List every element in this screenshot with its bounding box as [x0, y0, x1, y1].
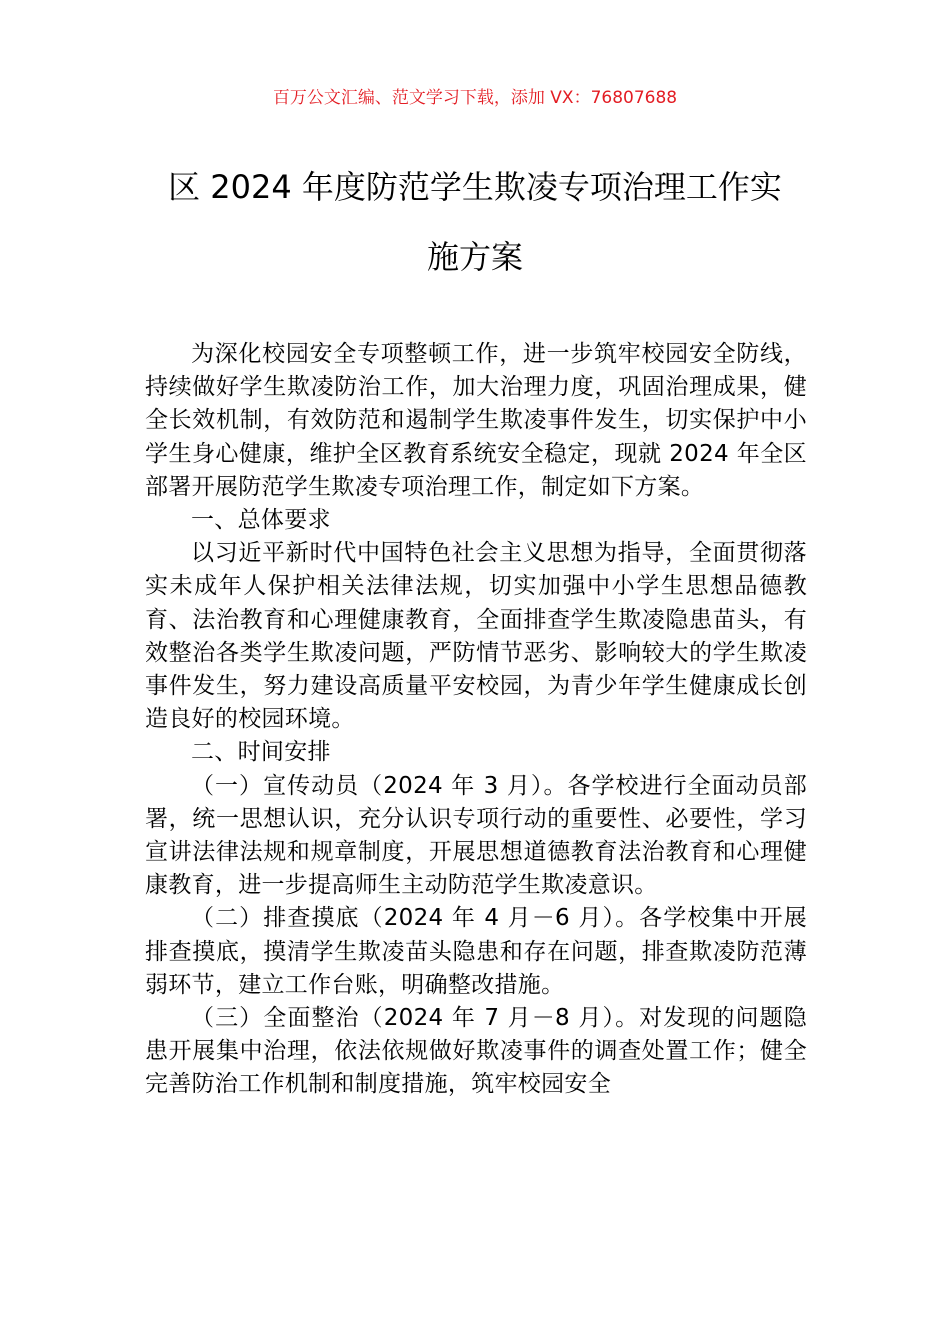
- title-line-2: 施方案: [426, 238, 523, 276]
- paragraph-schedule-rectification: （三）全面整治（2024 年 7 月－8 月）。对发现的问题隐患开展集中治理，依法依规做好欺凌事件的调查处置工作；健全完善防治工作机制和制度措施，筑牢校园安全: [145, 1005, 807, 1098]
- watermark-header: 百万公文汇编、范文学习下载，添加 VX：76807688: [272, 88, 678, 108]
- title-line-1: 区 2024 年度防范学生欺凌专项治理工作实: [168, 168, 782, 206]
- paragraph-schedule-mobilization: （一）宣传动员（2024 年 3 月）。各学校进行全面动员部署，统一思想认识，充分认识专项行动的重要性、必要性，学习宣讲法律法规和规章制度，开展思想道德教育法治教育和心理健康教育，进一步提高师生主动防范学生欺凌意识。: [145, 772, 807, 899]
- paragraph-schedule-investigation: （二）排查摸底（2024 年 4 月－6 月）。各学校集中开展排查摸底，摸清学生欺凌苗头隐患和存在问题，排查欺凌防范薄弱环节，建立工作台账，明确整改措施。: [145, 905, 807, 998]
- document-title: [100, 152, 850, 292]
- document-body: [145, 338, 807, 1102]
- section-heading-overall-requirements: 一、总体要求: [191, 507, 331, 534]
- paragraph-intro: 为深化校园安全专项整顿工作，进一步筑牢校园安全防线，持续做好学生欺凌防治工作，加大治理力度，巩固治理成果，健全长效机制，有效防范和遏制学生欺凌事件发生，切实保护中小学生身心健康，维护全区教育系统安全稳定，现就 2024 年全区部署开展防范学生欺凌专项治理工作，制定如下方案。: [145, 341, 807, 500]
- section-heading-schedule: 二、时间安排: [191, 739, 331, 766]
- paragraph-overall-requirements: 以习近平新时代中国特色社会主义思想为指导，全面贯彻落实未成年人保护相关法律法规，切实加强中小学生思想品德教育、法治教育和心理健康教育，全面排查学生欺凌隐患苗头，有效整治各类学生欺凌问题，严防情节恶劣、影响较大的学生欺凌事件发生，努力建设高质量平安校园，为青少年学生健康成长创造良好的校园环境。: [145, 540, 807, 733]
